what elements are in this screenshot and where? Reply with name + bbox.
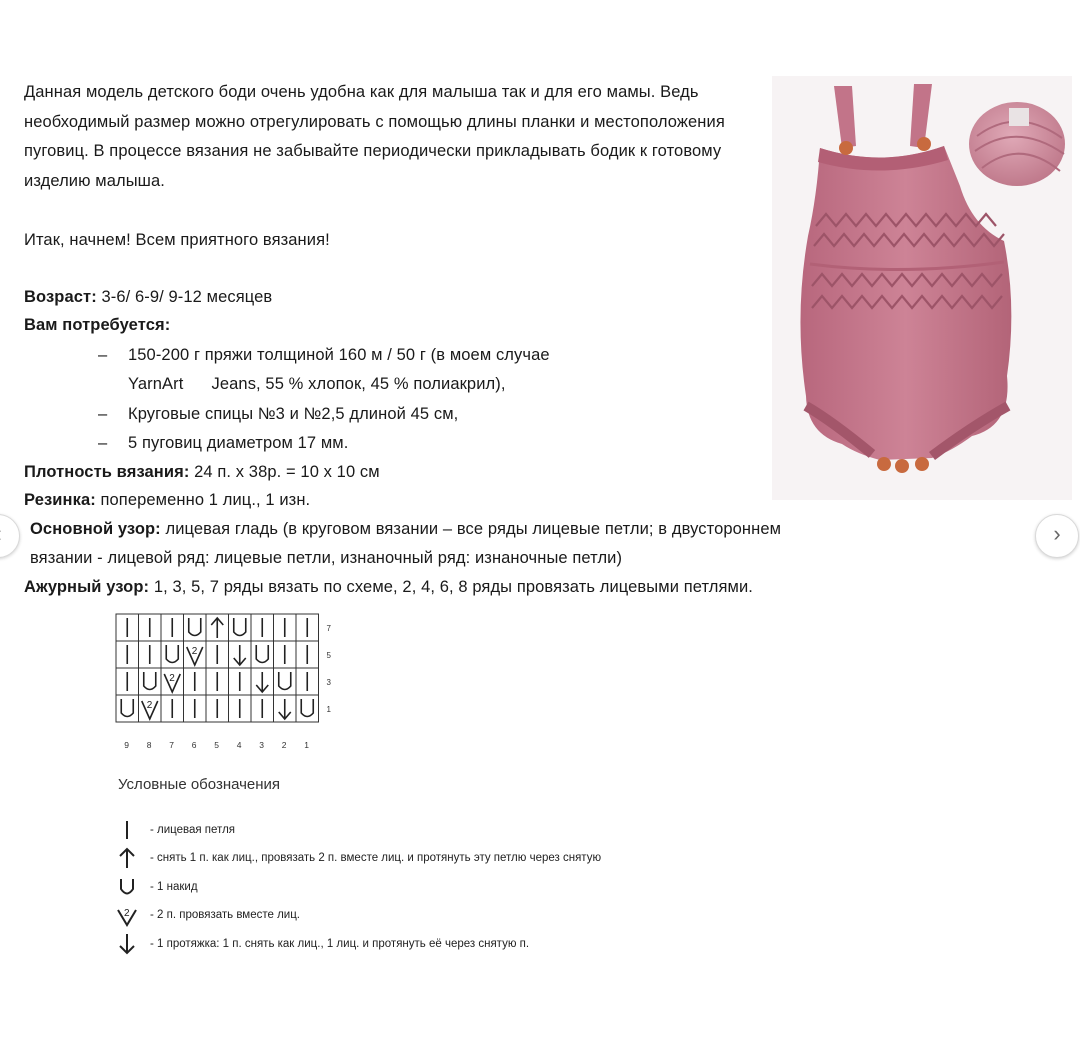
chart-column-number: 3 (259, 740, 264, 750)
legend-item-text: - 1 накид (150, 881, 198, 893)
rib-line (24, 486, 310, 514)
main-pattern-value: лицевая гладь (в круговом вязании – все ряды лицевые петли; в двустороннем (160, 520, 782, 538)
lace-pattern-line (24, 573, 753, 601)
product-photo (772, 76, 1072, 500)
chart-column-number: 2 (281, 740, 287, 750)
density-label: Плотность вязания: (24, 463, 190, 481)
lace-pattern-label: Ажурный узор: (24, 578, 150, 596)
legend-title: Условные обозначения (118, 776, 281, 793)
chart-cell (296, 695, 319, 722)
list-item: YarnArt Jeans, 55 % хлопок, 45 % полиакрил), (128, 375, 506, 393)
chart-column-number: 6 (191, 740, 197, 750)
needed-label: Вам потребуется: (24, 316, 171, 334)
chart-row-number: 7 (326, 624, 331, 633)
age-value: 3-6/ 6-9/ 9-12 месяцев (96, 288, 273, 306)
list-dash: – (98, 346, 108, 364)
chart-column-number: 4 (236, 740, 242, 750)
svg-text:2: 2 (191, 646, 198, 657)
chart-column-number: 1 (304, 740, 309, 750)
knit-stitch-icon (116, 818, 148, 845)
legend-item-text: - снять 1 п. как лиц., провязать 2 п. вместе лиц. и протянуть эту петлю через снятую (150, 852, 602, 864)
legend-item-text: - 2 п. провязать вместе лиц. (150, 909, 301, 921)
rib-value: попеременно 1 лиц., 1 изн. (95, 491, 311, 509)
legend-item (116, 932, 530, 959)
svg-text:2: 2 (146, 700, 153, 711)
list-dash: – (98, 405, 108, 423)
intro-paragraph: Данная модель детского боди очень удобна как для малыша так и для его мамы. Ведь необходимый размер можно отрегулировать с помощью длины планки и местоположения пуговиц. В процессе вязания не забывайте периодически прикладывать бодик к готовому изделию малыша. (24, 83, 725, 190)
chart-cell (229, 614, 252, 641)
main-pattern-line-2: вязании - лицевой ряд: лицевые петли, изнаночный ряд: изнаночные петли) (30, 549, 623, 567)
chart-row (116, 668, 319, 695)
previous-image-button[interactable] (0, 514, 20, 558)
chart-cell (251, 641, 274, 668)
chart-column-number: 7 (169, 740, 174, 750)
legend-item (116, 846, 602, 873)
chart-row-number: 5 (326, 651, 331, 660)
legend-item (116, 903, 301, 930)
chart-row-number: 3 (326, 678, 331, 687)
chart-cell (139, 668, 162, 695)
chart-cell (184, 614, 207, 641)
list-item: 150-200 г пряжи толщиной 160 м / 50 г (в моем случае (128, 346, 550, 364)
next-image-button[interactable] (1035, 514, 1079, 558)
yarn-ball (969, 102, 1065, 186)
age-label: Возраст: (24, 288, 97, 306)
list-item: Круговые спицы №3 и №2,5 длиной 45 см, (128, 405, 459, 423)
knitting-chart (112, 610, 372, 760)
density-line (24, 458, 380, 486)
k2tog-icon (116, 903, 148, 930)
chevron-right-icon: › (1053, 521, 1061, 546)
chart-cell (274, 668, 297, 695)
legend-item (116, 818, 236, 845)
intro-greeting: Итак, начнем! Всем приятного вязания! (24, 231, 330, 249)
list-item: 5 пуговиц диаметром 17 мм. (128, 434, 349, 452)
svg-text:2: 2 (124, 908, 130, 919)
legend-item-text: - лицевая петля (150, 824, 236, 836)
yarn-over-icon (116, 875, 148, 902)
baby-romper-illustration (772, 76, 1072, 500)
chart-column-number: 9 (124, 740, 129, 750)
list-dash: – (98, 434, 108, 452)
chart-cell (116, 695, 139, 722)
density-value: 24 п. х 38р. = 10 х 10 см (189, 463, 380, 481)
main-pattern-label: Основной узор: (30, 520, 161, 538)
main-pattern-line (30, 515, 781, 543)
legend-item-text: - 1 протяжка: 1 п. снять как лиц., 1 лиц. и протянуть её через снятую п. (150, 938, 530, 950)
down-arrow-icon (116, 932, 148, 959)
legend-item (116, 875, 198, 902)
age-line (24, 283, 272, 311)
rib-label: Резинка: (24, 491, 96, 509)
chart-cell (161, 641, 184, 668)
chart-row (116, 641, 319, 668)
up-arrow-icon (116, 846, 148, 873)
chart-row-number: 1 (326, 705, 331, 714)
chart-row (116, 614, 319, 641)
svg-text:2: 2 (169, 673, 175, 684)
chart-column-number: 8 (146, 740, 152, 750)
chart-row (116, 695, 319, 722)
chevron-left-icon (0, 521, 19, 547)
chart-column-number: 5 (214, 740, 219, 750)
lace-pattern-value: 1, 3, 5, 7 ряды вязать по схеме, 2, 4, 6, 8 ряды провязать лицевыми петлями. (149, 578, 753, 596)
